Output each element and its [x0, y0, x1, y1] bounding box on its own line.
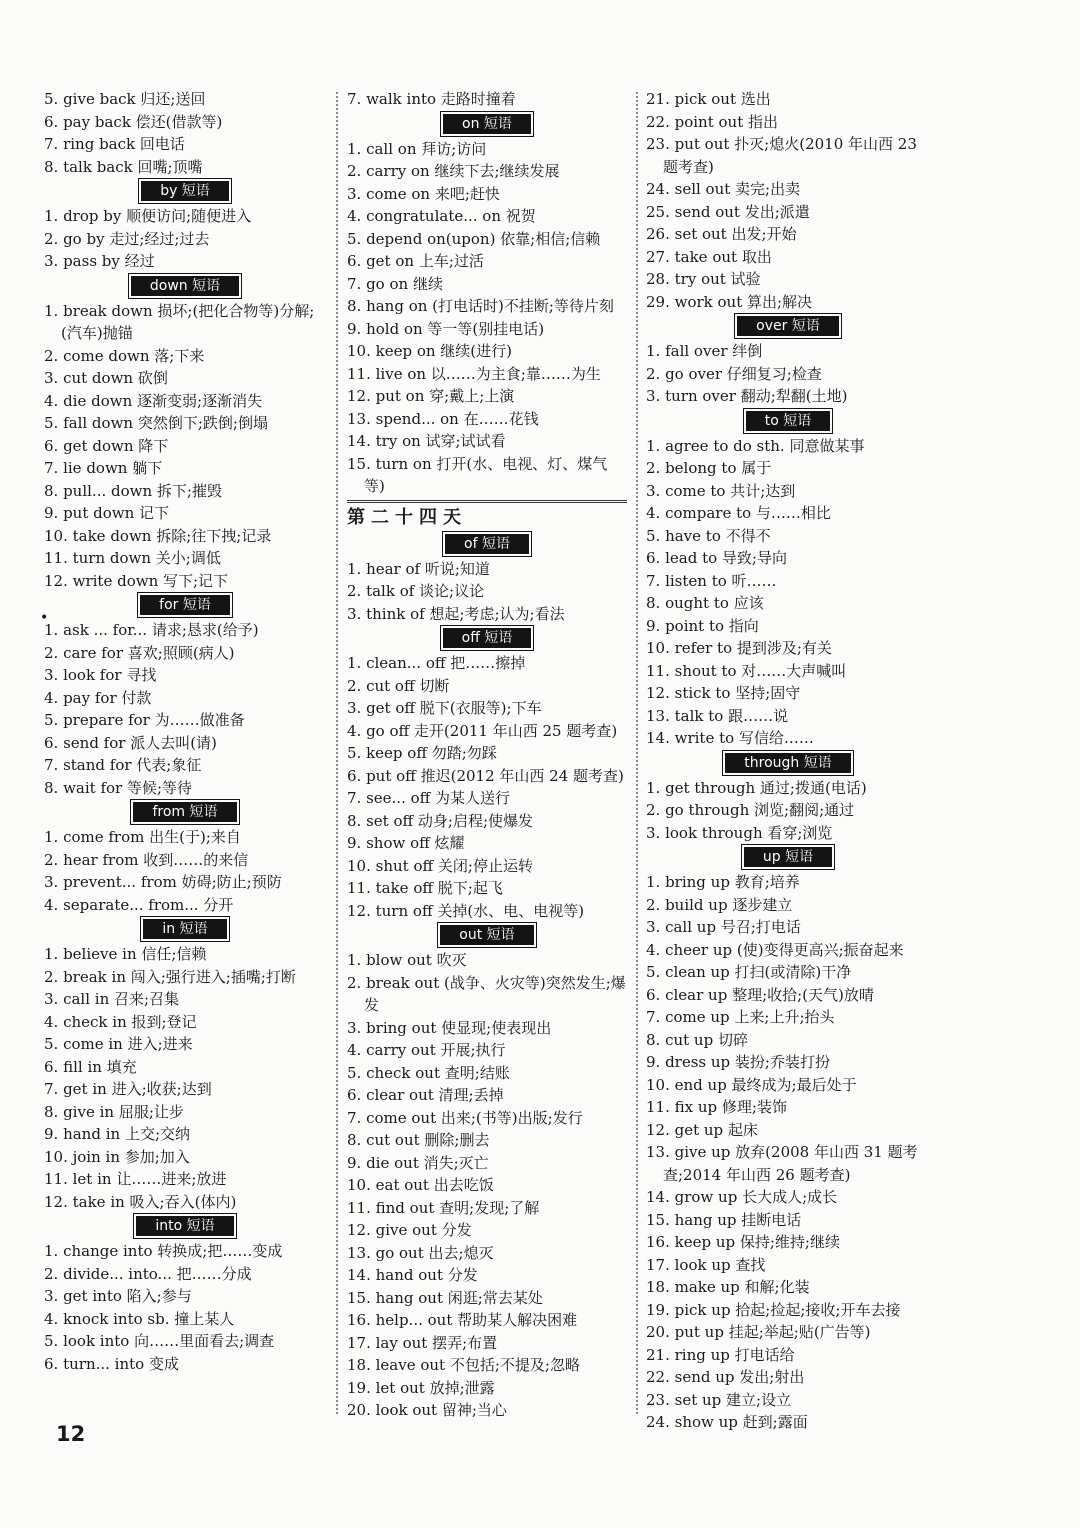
- section-header-wrap: [646, 752, 930, 773]
- phrase-entry: 1. change into 转换成;把……变成: [44, 1242, 283, 1260]
- phrase-entry: 8. talk back 回嘴;顶嘴: [44, 157, 203, 176]
- phrase-entry: 5. look into 向……里面看去;调查: [44, 1332, 275, 1350]
- phrase-entry: 8. wait for 等候;等待: [44, 778, 193, 797]
- phrase-entry: 4. carry out 开展;执行: [347, 1041, 506, 1059]
- phrase-entry: 3. look through 看穿;浏览: [646, 823, 833, 842]
- phrase-entry: 15. hang up 挂断电话: [646, 1210, 802, 1229]
- phrase-entry: 2. divide... into... 把……分成: [44, 1264, 252, 1283]
- phrase-entry: 27. take out 取出: [646, 247, 772, 266]
- phrase-entry: 15. hang out 闲逛;常去某处: [347, 1288, 543, 1307]
- phrase-entry: 8. set off 动身;启程;使爆发: [347, 811, 534, 830]
- page-number: 12: [56, 1422, 86, 1446]
- phrase-entry: 21. ring up 打电话给: [646, 1345, 795, 1364]
- phrase-entry: 4. cheer up (使)变得更高兴;振奋起来: [646, 940, 904, 959]
- column-3: [646, 88, 930, 1434]
- phrase-entry: 5. have to 不得不: [646, 526, 771, 545]
- phrase-entry: 23. set up 建立;设立: [646, 1390, 792, 1409]
- phrase-entry: 4. compare to 与……相比: [646, 504, 831, 522]
- phrase-entry: 7. come out 出来;(书等)出版;发行: [347, 1108, 583, 1127]
- phrase-entry: 15. turn on 打开(水、电视、灯、煤气等): [347, 454, 608, 495]
- phrase-entry: 7. get in 进入;收获;达到: [44, 1080, 212, 1098]
- phrase-entry: 6. turn... into 变成: [44, 1354, 179, 1373]
- phrase-entry: 3. call up 号召;打电话: [646, 918, 801, 936]
- phrase-entry: 16. help... out 帮助某人解决困难: [347, 1311, 578, 1329]
- phrase-entry: 7. lie down 躺下: [44, 459, 163, 477]
- phrase-entry: 3. come on 来吧;赶快: [347, 184, 500, 203]
- section-header: from 短语: [133, 802, 236, 822]
- phrase-entry: 1. believe in 信任;信赖: [44, 945, 207, 963]
- section-header: through 短语: [725, 753, 850, 773]
- phrase-entry: 7. ring back 回电话: [44, 135, 185, 153]
- phrase-entry: 5. check out 查明;结账: [347, 1063, 510, 1082]
- section-header: to 短语: [746, 411, 831, 431]
- phrase-entry: 14. try on 试穿;试试看: [347, 432, 506, 450]
- phrase-entry: 26. set out 出发;开始: [646, 225, 797, 243]
- phrase-entry: 5. give back 归还;送回: [44, 90, 206, 108]
- section-header: in 短语: [143, 919, 226, 939]
- phrase-entry: 1. come from 出生(于);来自: [44, 828, 241, 846]
- phrase-entry: 12. put on 穿;戴上;上演: [347, 387, 515, 405]
- phrase-entry: 19. pick up 拾起;捡起;接收;开车去接: [646, 1300, 901, 1319]
- phrase-entry: 18. make up 和解;化装: [646, 1278, 810, 1296]
- phrase-entry: 3. cut down 砍倒: [44, 369, 168, 387]
- phrase-entry: 10. keep on 继续(进行): [347, 342, 513, 360]
- phrase-entry: 3. come to 共计;达到: [646, 481, 796, 500]
- column-1: [44, 88, 326, 1375]
- phrase-entry: 11. shout to 对……大声喊叫: [646, 661, 847, 680]
- phrase-entry: 4. pay for 付款: [44, 688, 152, 707]
- section-header-wrap: [44, 275, 326, 296]
- phrase-entry: 6. pay back 偿还(借款等): [44, 112, 223, 131]
- phrase-entry: 17. lay out 摆弄;布置: [347, 1333, 498, 1352]
- phrase-entry: 2. go over 仔细复习;检查: [646, 364, 822, 383]
- phrase-entry: 13. give up 放弃(2008 年山西 31 题考查;2014 年山西 26 题考查): [646, 1143, 918, 1184]
- section-header-wrap: [44, 1215, 326, 1236]
- phrase-entry: 12. stick to 坚持;固守: [646, 684, 801, 702]
- phrase-entry: 9. die out 消失;灭亡: [347, 1153, 489, 1172]
- phrase-entry: 2. belong to 属于: [646, 459, 772, 477]
- phrase-entry: 5. fall down 突然倒下;跌倒;倒塌: [44, 414, 268, 432]
- phrase-entry: 14. write to 写信给……: [646, 729, 814, 747]
- section-header-wrap: [347, 627, 627, 648]
- phrase-entry: 12. write down 写下;记下: [44, 571, 229, 590]
- phrase-entry: 1. ask ... for... 请求;恳求(给予): [44, 621, 259, 639]
- phrase-entry: 4. check in 报到;登记: [44, 1012, 197, 1031]
- phrase-entry: 14. grow up 长大成人;成长: [646, 1188, 838, 1206]
- phrase-entry: 5. depend on(upon) 依靠;相信;信赖: [347, 229, 601, 248]
- phrase-entry: 18. leave out 不包括;不提及;忽略: [347, 1356, 580, 1374]
- phrase-entry: 4. separate... from... 分开: [44, 895, 234, 914]
- phrase-entry: 8. give in 屈服;让步: [44, 1102, 184, 1121]
- phrase-entry: 2. talk of 谈论;议论: [347, 582, 485, 600]
- section-header: off 短语: [443, 628, 532, 648]
- phrase-entry: 4. congratulate... on 祝贺: [347, 207, 536, 225]
- phrase-entry: 24. show up 赶到;露面: [646, 1413, 808, 1431]
- section-header: on 短语: [443, 114, 531, 134]
- phrase-entry: 2. break in 闯入;强行进入;插嘴;打断: [44, 967, 296, 986]
- section-header-wrap: [347, 113, 627, 134]
- phrase-entry: 1. call on 拜访;访问: [347, 139, 487, 158]
- phrase-entry: 6. get on 上车;过活: [347, 252, 484, 270]
- phrase-entry: 2. come down 落;下来: [44, 346, 205, 365]
- section-header: up 短语: [744, 847, 832, 867]
- phrase-entry: 19. let out 放掉;泄露: [347, 1378, 495, 1397]
- phrase-entry: 2. break out (战争、火灾等)突然发生;爆发: [347, 973, 626, 1014]
- phrase-entry: 6. lead to 导致;导向: [646, 549, 787, 567]
- phrase-entry: 3. turn over 翻动;犁翻(土地): [646, 387, 848, 405]
- column-divider: [336, 92, 338, 1414]
- phrase-entry: 6. clear up 整理;收拾;(天气)放晴: [646, 985, 874, 1004]
- phrase-entry: 24. sell out 卖完;出卖: [646, 180, 801, 198]
- phrase-entry: 11. find out 查明;发现;了解: [347, 1198, 540, 1217]
- phrase-entry: 22. send up 发出;射出: [646, 1368, 805, 1386]
- phrase-entry: 8. cut out 删除;删去: [347, 1131, 490, 1149]
- phrase-entry: 6. send for 派人去叫(请): [44, 733, 217, 752]
- phrase-entry: 5. prepare for 为……做准备: [44, 711, 245, 729]
- phrase-entry: 11. let in 让……进来;放进: [44, 1170, 227, 1188]
- phrase-entry: 17. look up 查找: [646, 1255, 766, 1274]
- phrase-entry: 3. look for 寻找: [44, 666, 157, 684]
- phrase-entry: 10. shut off 关闭;停止运转: [347, 856, 533, 875]
- phrase-entry: 9. show off 炫耀: [347, 834, 465, 852]
- phrase-entry: 8. pull... down 拆下;摧毁: [44, 481, 222, 500]
- section-header-wrap: [44, 918, 326, 939]
- phrase-entry: 9. put down 记下: [44, 504, 170, 522]
- column-divider: [636, 92, 638, 1414]
- phrase-entry: 22. point out 指出: [646, 112, 778, 131]
- section-header: into 短语: [136, 1216, 233, 1236]
- phrase-entry: 8. ought to 应该: [646, 594, 764, 612]
- phrase-entry: 1. hear of 听说;知道: [347, 559, 490, 578]
- phrase-entry: 11. turn down 关小;调低: [44, 549, 221, 567]
- phrase-entry: 7. walk into 走路时撞着: [347, 90, 516, 108]
- phrase-entry: 11. fix up 修理;装饰: [646, 1098, 787, 1116]
- phrase-entry: 13. talk to 跟……说: [646, 706, 789, 725]
- section-header: for 短语: [140, 595, 230, 615]
- phrase-entry: 20. look out 留神;当心: [347, 1401, 507, 1419]
- phrase-entry: 9. hand in 上交;交纳: [44, 1125, 190, 1143]
- stray-mark: •: [40, 610, 49, 626]
- phrase-entry: 1. get through 通过;拨通(电话): [646, 778, 867, 797]
- phrase-entry: 7. listen to 听……: [646, 571, 777, 590]
- section-header: of 短语: [445, 534, 529, 554]
- section-header-wrap: [347, 924, 627, 945]
- phrase-entry: 1. bring up 教育;培养: [646, 873, 800, 891]
- phrase-entry: 5. clean up 打扫(或清除)干净: [646, 963, 852, 981]
- phrase-entry: 1. agree to do sth. 同意做某事: [646, 436, 865, 455]
- phrase-entry: 4. knock into sb. 撞上某人: [44, 1309, 235, 1328]
- phrase-entry: 7. go on 继续: [347, 274, 443, 293]
- phrase-entry: 3. bring out 使显现;使表现出: [347, 1018, 552, 1037]
- day-title: 第二十四天: [347, 500, 627, 531]
- phrase-entry: 3. think of 想起;考虑;认为;看法: [347, 604, 565, 623]
- section-header-wrap: [44, 801, 326, 822]
- phrase-entry: 28. try out 试验: [646, 270, 761, 288]
- phrase-entry: 6. fill in 填充: [44, 1057, 137, 1076]
- section-header-wrap: [44, 180, 326, 201]
- phrase-entry: 2. care for 喜欢;照顾(病人): [44, 643, 235, 662]
- phrase-entry: 4. die down 逐渐变弱;逐渐消失: [44, 391, 263, 410]
- phrase-entry: 12. take in 吸入;吞入(体内): [44, 1192, 237, 1211]
- phrase-entry: 3. prevent... from 妨碍;防止;预防: [44, 873, 282, 891]
- section-header: out 短语: [440, 925, 533, 945]
- phrase-entry: 9. point to 指向: [646, 616, 759, 635]
- phrase-entry: 3. call in 召来;召集: [44, 990, 180, 1008]
- phrase-entry: 23. put out 扑灭;熄火(2010 年山西 23 题考查): [646, 135, 917, 176]
- section-header-wrap: [646, 410, 930, 431]
- phrase-entry: 5. come in 进入;进来: [44, 1035, 193, 1053]
- phrase-entry: 2. go by 走过;经过;过去: [44, 229, 210, 248]
- section-header-wrap: [646, 315, 930, 336]
- phrase-entry: 10. join in 参加;加入: [44, 1147, 190, 1166]
- phrase-entry: 10. eat out 出去吃饭: [347, 1176, 494, 1194]
- phrase-entry: 1. blow out 吹灭: [347, 951, 467, 969]
- phrase-entry: 25. send out 发出;派遣: [646, 202, 810, 221]
- phrase-entry: 10. end up 最终成为;最后处于: [646, 1075, 857, 1094]
- phrase-entry: 2. hear from 收到……的来信: [44, 850, 249, 869]
- phrase-entry: 6. get down 降下: [44, 436, 169, 455]
- phrase-entry: 7. see... off 为某人送行: [347, 789, 511, 807]
- phrase-entry: 10. take down 拆除;往下拽;记录: [44, 526, 272, 545]
- section-header-wrap: [347, 533, 627, 554]
- phrase-entry: 29. work out 算出;解决: [646, 292, 813, 311]
- phrase-entry: 20. put up 挂起;举起;贴(广告等): [646, 1323, 871, 1341]
- phrase-entry: 16. keep up 保持;维持;继续: [646, 1233, 840, 1251]
- phrase-entry: 12. get up 起床: [646, 1120, 758, 1139]
- phrase-entry: 11. live on 以……为主食;靠……为生: [347, 364, 601, 383]
- phrase-entry: 9. hold on 等一等(别挂电话): [347, 319, 545, 338]
- phrase-entry: 7. stand for 代表;象征: [44, 756, 202, 774]
- phrase-entry: 13. spend... on 在……花钱: [347, 409, 539, 428]
- phrase-entry: 1. break down 损坏;(把化合物等)分解;(汽车)抛锚: [44, 301, 315, 342]
- phrase-entry: 2. cut off 切断: [347, 676, 450, 695]
- phrase-entry: 3. get into 陷入;参与: [44, 1287, 192, 1305]
- phrase-entry: 9. dress up 装扮;乔装打扮: [646, 1053, 830, 1071]
- phrase-entry: 1. clean... off 把……擦掉: [347, 654, 526, 672]
- phrase-entry: 4. go off 走开(2011 年山西 25 题考查): [347, 721, 618, 740]
- phrase-entry: 1. fall over 绊倒: [646, 342, 763, 360]
- section-header: over 短语: [737, 316, 839, 336]
- phrase-entry: 2. build up 逐步建立: [646, 895, 793, 914]
- section-header-wrap: [646, 846, 930, 867]
- phrase-entry: 10. refer to 提到涉及;有关: [646, 639, 832, 657]
- phrase-entry: 6. put off 推迟(2012 年山西 24 题考查): [347, 766, 624, 785]
- phrase-entry: 2. go through 浏览;翻阅;通过: [646, 801, 855, 819]
- phrase-entry: 8. hang on (打电话时)不挂断;等待片刻: [347, 297, 614, 315]
- phrase-entry: 1. drop by 顺便访问;随便进入: [44, 207, 252, 225]
- phrase-entry: 3. pass by 经过: [44, 252, 155, 270]
- phrase-entry: 2. carry on 继续下去;继续发展: [347, 162, 560, 180]
- phrase-entry: 14. hand out 分发: [347, 1266, 478, 1284]
- phrase-entry: 21. pick out 选出: [646, 90, 771, 108]
- phrase-entry: 6. clear out 清理;丢掉: [347, 1086, 504, 1104]
- phrase-entry: 3. get off 脱下(衣服等);下车: [347, 699, 542, 717]
- section-header: by 短语: [141, 181, 229, 201]
- phrase-entry: 12. turn off 关掉(水、电、电视等): [347, 901, 585, 920]
- column-2: [347, 88, 627, 1422]
- phrase-entry: 11. take off 脱下;起飞: [347, 879, 503, 897]
- phrase-entry: 8. cut up 切碎: [646, 1030, 748, 1049]
- section-header: down 短语: [131, 276, 239, 296]
- phrase-entry: 7. come up 上来;上升;抬头: [646, 1008, 835, 1026]
- phrase-entry: 13. go out 出去;熄灭: [347, 1243, 494, 1262]
- section-header-wrap: [44, 594, 326, 615]
- phrase-entry: 12. give out 分发: [347, 1221, 472, 1239]
- phrase-entry: 5. keep off 勿踏;勿踩: [347, 744, 497, 762]
